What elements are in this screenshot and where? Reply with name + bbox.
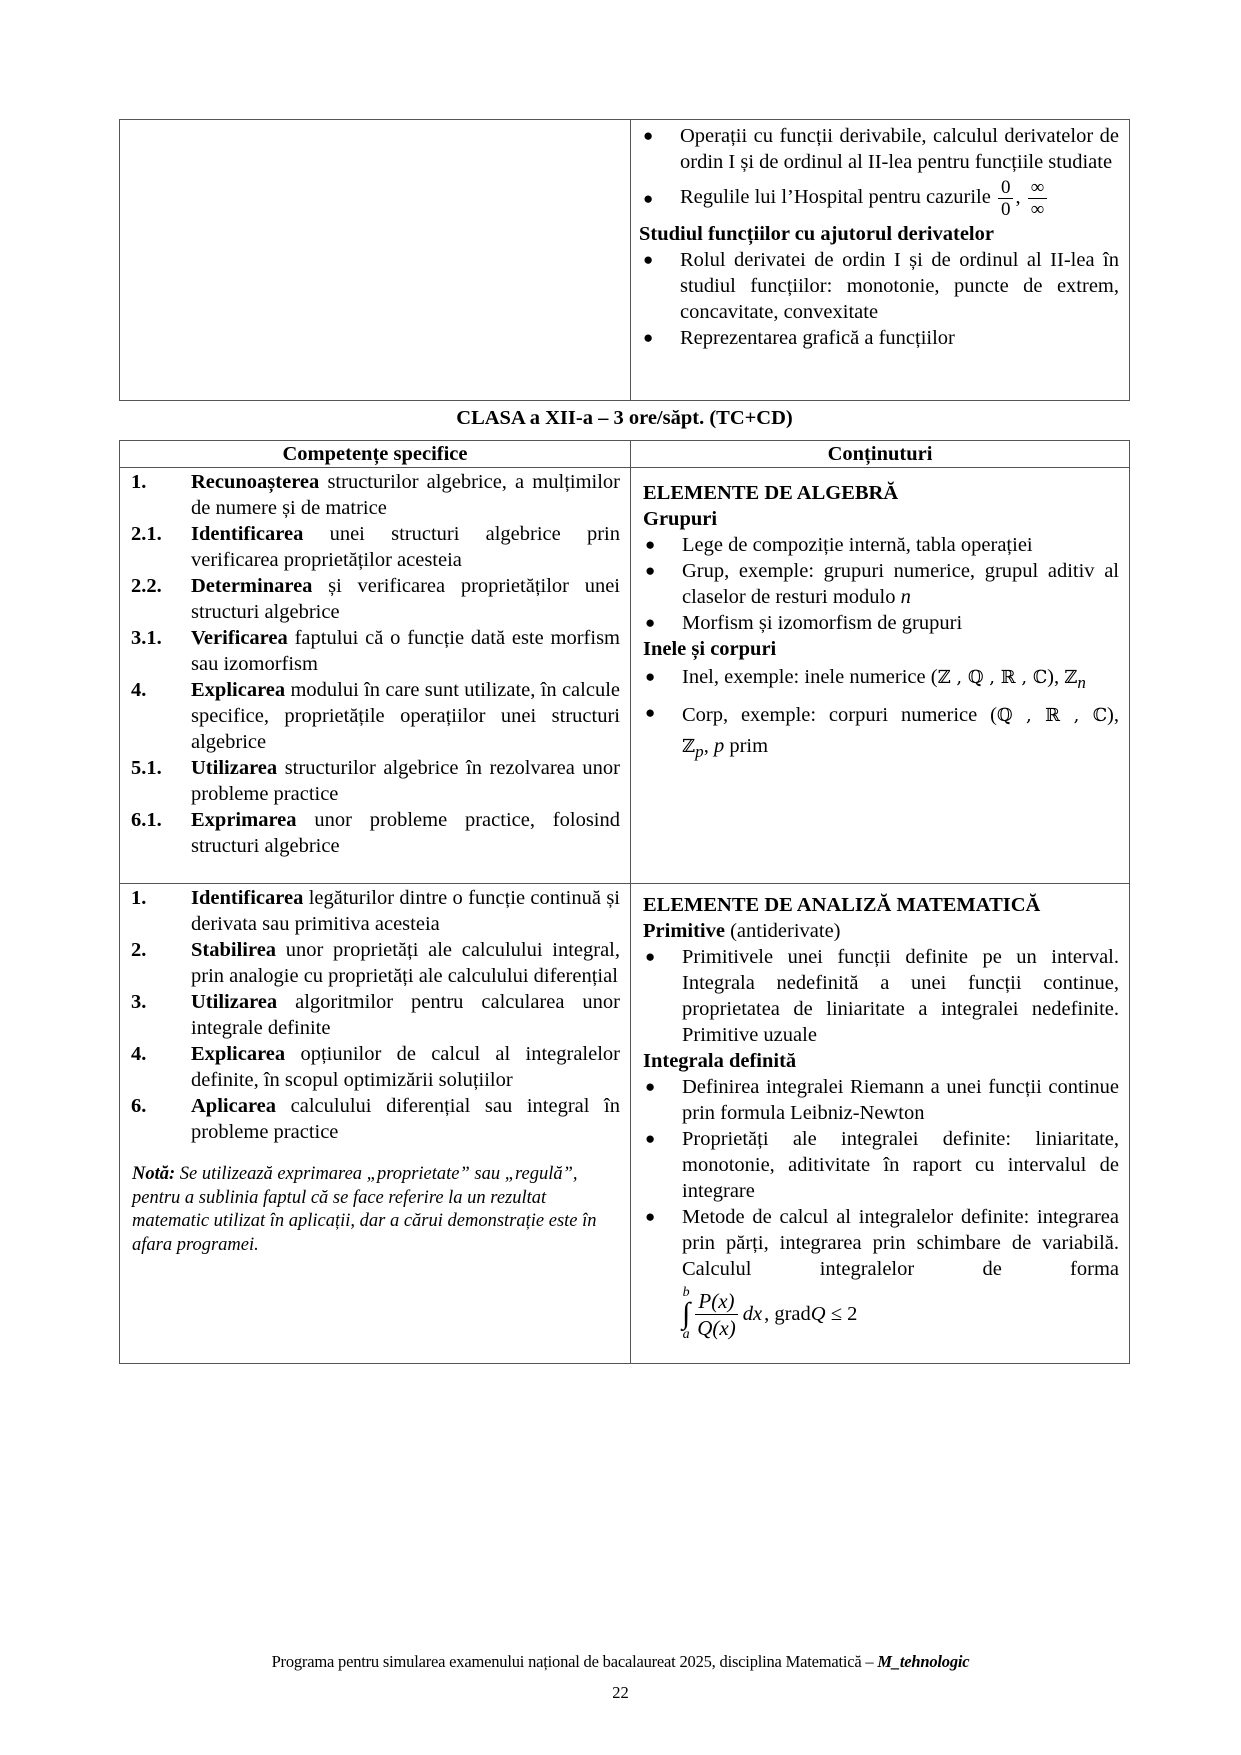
- continuation-table: [119, 119, 1130, 401]
- competence-item: 4. Explicarea modului în care sunt utilizate, în calcule specifice, proprietățile operațiilor unei structuri algebrice: [131, 679, 620, 753]
- content-title: ELEMENTE DE ALGEBRĂ: [643, 482, 899, 504]
- continuation-right-cell: [631, 120, 1129, 400]
- bullet-icon: ●: [643, 328, 654, 347]
- list-item: ● Definirea integralei Riemann a unei funcții continue prin formula Leibniz-Newton: [645, 1076, 1119, 1124]
- content-subheading: Inele și corpuri: [643, 638, 777, 660]
- table-header-row: [120, 441, 1129, 468]
- bullet-icon: ●: [643, 126, 654, 145]
- integrand-fraction: $\frac{P(x)}{Q(x)}$: [697, 1288, 736, 1340]
- bullet-icon: ●: [645, 947, 656, 966]
- list-item: ● Rolul derivatei de ordin I și de ordinul al II-lea în studiul funcțiilor: monotonie, puncte de extrem, concavitate, convexitate: [643, 249, 1119, 323]
- competence-item: 3.1. Verificarea faptului că o funcție dată este morfism sau izomorfism: [131, 627, 620, 675]
- bullet-icon: ●: [645, 1077, 656, 1096]
- content-subheading: Grupuri: [643, 508, 718, 530]
- list-item: ● Inel, exemple: inele numerice (ℤ , ℚ , ℝ , ℂ), ℤ$_n$: [643, 664, 1119, 696]
- bullet-icon: ●: [645, 613, 656, 632]
- bullet-icon: ●: [643, 250, 654, 269]
- page-footer: Programa pentru simularea examenului național de bacalaureat 2025, disciplina Matematică – M_tehnologic: [271, 1652, 970, 1671]
- bullet-icon: ●: [645, 1207, 656, 1226]
- page-number: 22: [612, 1683, 629, 1702]
- integral-formula: b ∫ a $\frac{P(x)}{Q(x)}$ dx , gradQ ≤ 2: [682, 1285, 858, 1342]
- bullet-icon: ●: [645, 561, 656, 580]
- list-item: ● Morfism și izomorfism de grupuri: [645, 612, 963, 634]
- bullet-icon: ●: [645, 1129, 656, 1148]
- integral-sign: b ∫ a: [682, 1285, 691, 1342]
- fraction-zero-over-zero: $\frac{0}{0}$: [998, 177, 1014, 220]
- list-item: ● Primitivele unei funcții definite pe un interval. Integrala nedefinită a unei funcții continue, proprietatea de liniaritate a integralei nedefinite. Primitive uzuale: [645, 946, 1119, 1046]
- competence-item: 2.1. Identificarea unei structuri algebrice prin verificarea proprietăților acesteia: [131, 523, 620, 571]
- list-item: ● Proprietăți ale integralei definite: liniaritate, monotonie, aditivitate în raport cu intervalul de integrare: [645, 1128, 1119, 1202]
- note-label: Notă:: [132, 1164, 176, 1184]
- continuation-left-cell: [120, 120, 631, 400]
- table-row-analysis: [120, 884, 1129, 1363]
- competence-item: 2.2. Determinarea și verificarea proprietăților unei structuri algebrice: [131, 575, 620, 623]
- section-title: CLASA a XII-a – 3 ore/săpt. (TC+CD): [456, 407, 793, 429]
- section-heading: Studiul funcțiilor cu ajutorul derivatelor: [639, 223, 994, 245]
- curriculum-table: [119, 440, 1130, 1364]
- note: Notă: Se utilizează exprimarea „proprietate” sau „regulă”, pentru a sublinia faptul că se face referire la un rezultat matematic utilizat în aplicații, dar a cărui demonstrație este în afara programei.: [132, 1164, 597, 1255]
- bullet-icon: ●: [643, 188, 654, 208]
- list-item: ● Reprezentarea grafică a funcțiilor: [643, 327, 955, 349]
- list-item: ● Corp, exemple: corpuri numerice (ℚ , ℝ , ℂ), ℤ$_p$, p prim: [643, 700, 1119, 767]
- content-title: ELEMENTE DE ANALIZĂ MATEMATICĂ: [643, 894, 1041, 916]
- content-subheading: Primitive (antiderivate): [643, 920, 841, 942]
- competence-item: 6. Aplicarea calculului diferențial sau integral în probleme practice: [131, 1095, 620, 1143]
- list-item: ● Regulile lui l’Hospital pentru cazurile $\frac{0}{0}$ , $\frac{\infty}{\infty}$: [639, 177, 1119, 220]
- header-competences: Competențe specifice: [120, 441, 631, 468]
- table-row-algebra: [120, 468, 1129, 884]
- list-item: ● Metode de calcul al integralelor definite: integrarea prin părți, integrarea prin schimbare de variabilă. Calculul integralelor de forma b ∫ a $\frac{P(x)}{Q(x)}$ dx , gradQ ≤ 2: [645, 1206, 1119, 1342]
- content-subheading: Integrala definită: [643, 1050, 797, 1072]
- competence-item: 2. Stabilirea unor proprietăți ale calculului integral, prin analogie cu proprietăți ale calculului diferențial: [131, 939, 620, 987]
- list-item: ● Lege de compoziție internă, tabla operației: [645, 534, 1033, 556]
- competence-item: 1. Identificarea legăturilor dintre o funcție continuă și derivata sau primitiva acesteia: [131, 887, 620, 935]
- header-contents: Conținuturi: [631, 441, 1129, 468]
- competence-item: 4. Explicarea opțiunilor de calcul al integralelor definite, în scopul optimizării soluțiilor: [131, 1043, 620, 1091]
- list-item: ● Operații cu funcții derivabile, calculul derivatelor de ordin I și de ordinul al II-lea pentru funcțiile studiate: [643, 125, 1119, 173]
- list-item: ● Grup, exemple: grupuri numerice, grupul aditiv al claselor de resturi modulo n: [645, 560, 1119, 608]
- competence-item: 5.1. Utilizarea structurilor algebrice în rezolvarea unor probleme practice: [131, 757, 620, 805]
- competence-item: 6.1. Exprimarea unor probleme practice, folosind structuri algebrice: [131, 809, 620, 857]
- competence-item: 3. Utilizarea algoritmilor pentru calcularea unor integrale definite: [131, 991, 620, 1039]
- fraction-inf-over-inf: $\frac{\infty}{\infty}$: [1028, 177, 1048, 220]
- bullet-icon: ●: [645, 535, 656, 554]
- hospital-rule-text: Regulile lui l’Hospital pentru cazurile: [680, 186, 991, 209]
- bullet-icon: ●: [645, 667, 656, 686]
- bullet-icon: ●: [645, 703, 656, 723]
- competence-item: 1. Recunoașterea structurilor algebrice, a mulțimilor de numere și de matrice: [131, 471, 620, 519]
